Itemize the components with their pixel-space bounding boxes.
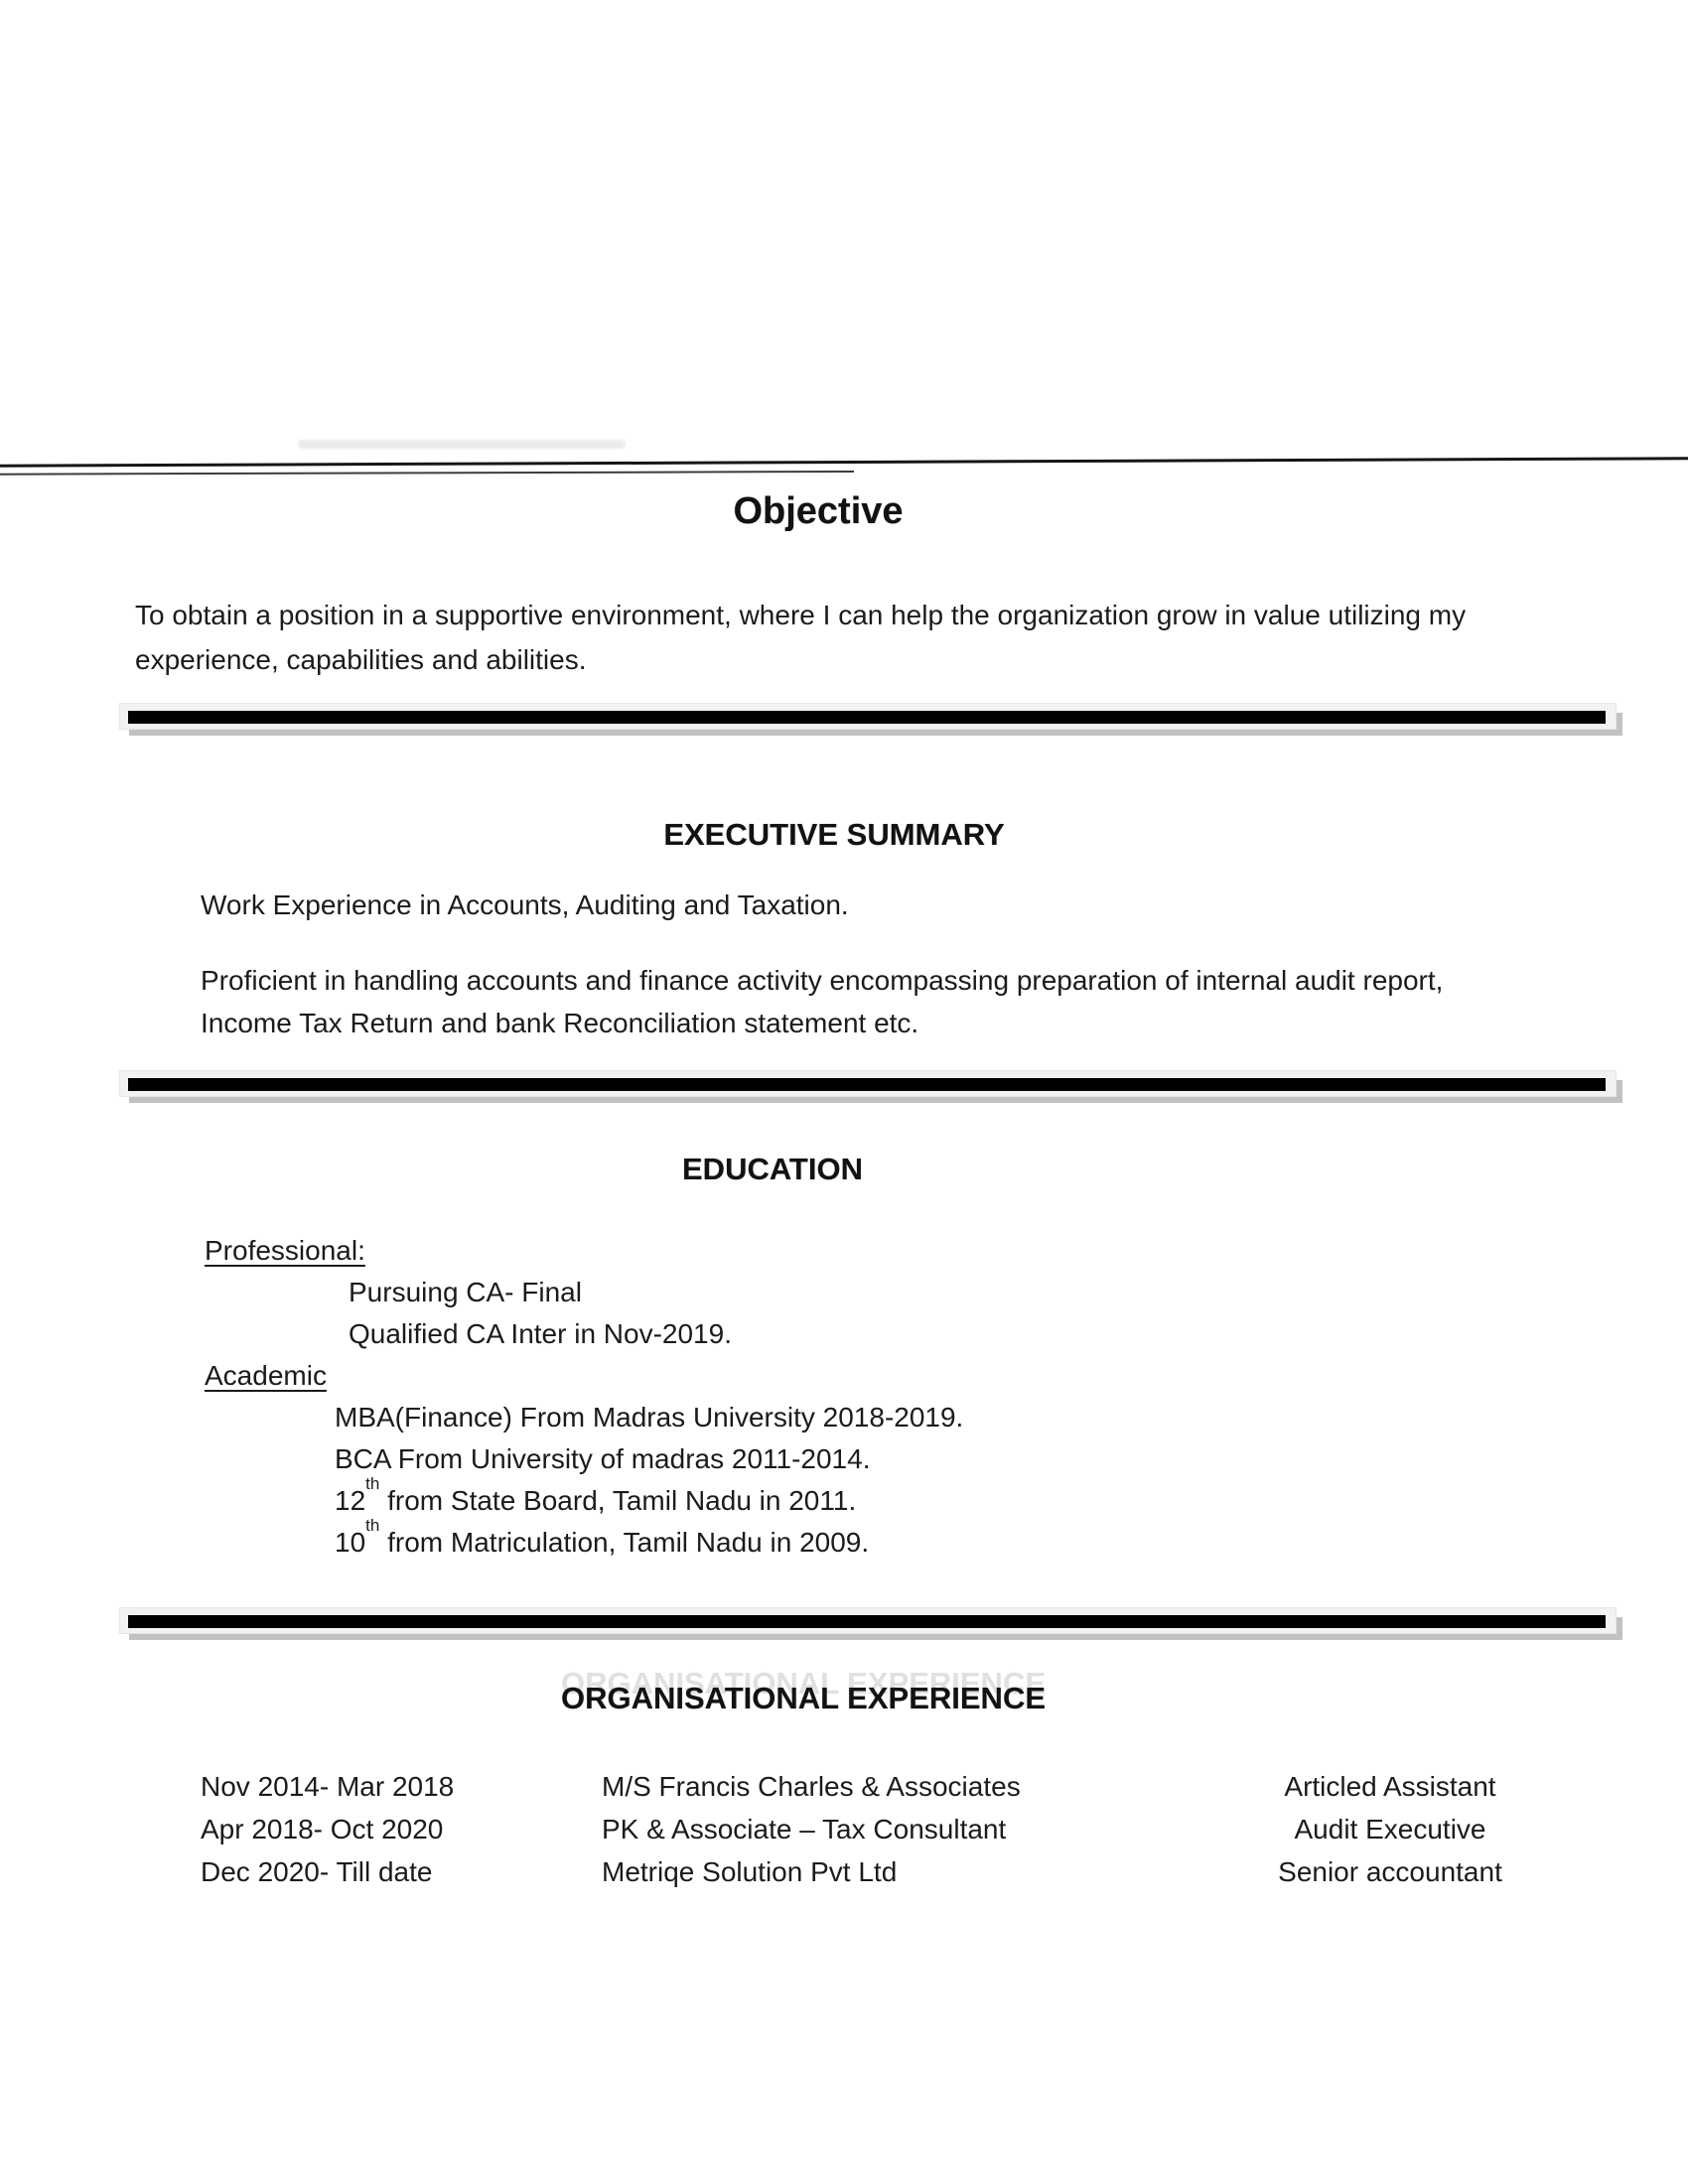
executive-summary-para-line-2: Income Tax Return and bank Reconciliation statement etc.	[201, 1008, 919, 1038]
executive-summary-para-line-1: Proficient in handling accounts and finance activity encompassing preparation of internal audit report,	[201, 965, 1444, 996]
divider-black-bar	[128, 1615, 1606, 1628]
objective-paragraph	[135, 593, 1466, 682]
academic-item-text: BCA From University of madras 2011-2014.	[335, 1443, 871, 1474]
divider-black-bar	[128, 711, 1606, 724]
experience-period: Nov 2014- Mar 2018	[201, 1771, 455, 1802]
experience-company: M/S Francis Charles & Associates	[602, 1771, 1021, 1802]
organisational-experience-heading: ORGANISATIONAL EXPERIENCE	[560, 1681, 1047, 1715]
education-academic-item	[205, 1515, 963, 1564]
education-professional-item: Qualified CA Inter in Nov-2019.	[349, 1318, 732, 1349]
experience-role: Audit Executive	[1294, 1814, 1486, 1844]
scan-artifact-smudge	[298, 440, 626, 449]
academic-item-text: from State Board, Tamil Nadu in 2011.	[379, 1485, 857, 1516]
experience-row	[0, 1808, 1688, 1850]
academic-item-text: from Matriculation, Tamil Nadu in 2009.	[379, 1527, 870, 1558]
education-academic-label: Academic	[205, 1360, 327, 1391]
experience-period: Dec 2020- Till date	[201, 1856, 433, 1887]
section-divider-bar	[119, 1607, 1617, 1634]
section-divider-bar	[119, 1070, 1617, 1097]
education-details	[205, 1230, 963, 1564]
experience-role: Articled Assistant	[1284, 1771, 1496, 1802]
section-divider-bar	[119, 703, 1617, 730]
experience-company: PK & Associate – Tax Consultant	[602, 1814, 1007, 1844]
experience-company: Metriqe Solution Pvt Ltd	[602, 1856, 898, 1887]
education-heading: EDUCATION	[682, 1152, 863, 1186]
academic-item-text: 10	[335, 1527, 366, 1558]
academic-item-text: 12	[335, 1485, 366, 1516]
executive-summary-line: Work Experience in Accounts, Auditing and Taxation.	[201, 889, 849, 920]
education-academic-item	[205, 1438, 963, 1480]
experience-row	[0, 1765, 1688, 1808]
objective-heading: Objective	[733, 490, 904, 532]
executive-summary-paragraph	[201, 959, 1443, 1044]
experience-table	[0, 1765, 1688, 1893]
objective-line-2: experience, capabilities and abilities.	[135, 644, 587, 675]
objective-line-1: To obtain a position in a supportive environment, where I can help the organization grow in value utilizing my	[135, 600, 1467, 630]
academic-item-superscript: th	[365, 1473, 380, 1493]
education-academic-item	[205, 1473, 963, 1522]
education-professional-label: Professional:	[205, 1235, 365, 1266]
executive-summary-heading: EXECUTIVE SUMMARY	[663, 817, 1005, 852]
divider-black-bar	[128, 1078, 1606, 1091]
top-horizontal-rule-ghost	[0, 471, 854, 476]
experience-period: Apr 2018- Oct 2020	[201, 1814, 444, 1844]
academic-item-superscript: th	[365, 1515, 380, 1535]
education-professional-item: Pursuing CA- Final	[349, 1277, 582, 1307]
top-horizontal-rule	[0, 457, 1688, 467]
experience-role: Senior accountant	[1278, 1856, 1502, 1887]
academic-item-text: MBA(Finance) From Madras University 2018-2019.	[335, 1402, 964, 1433]
experience-row	[0, 1850, 1688, 1893]
education-academic-item	[205, 1397, 963, 1438]
